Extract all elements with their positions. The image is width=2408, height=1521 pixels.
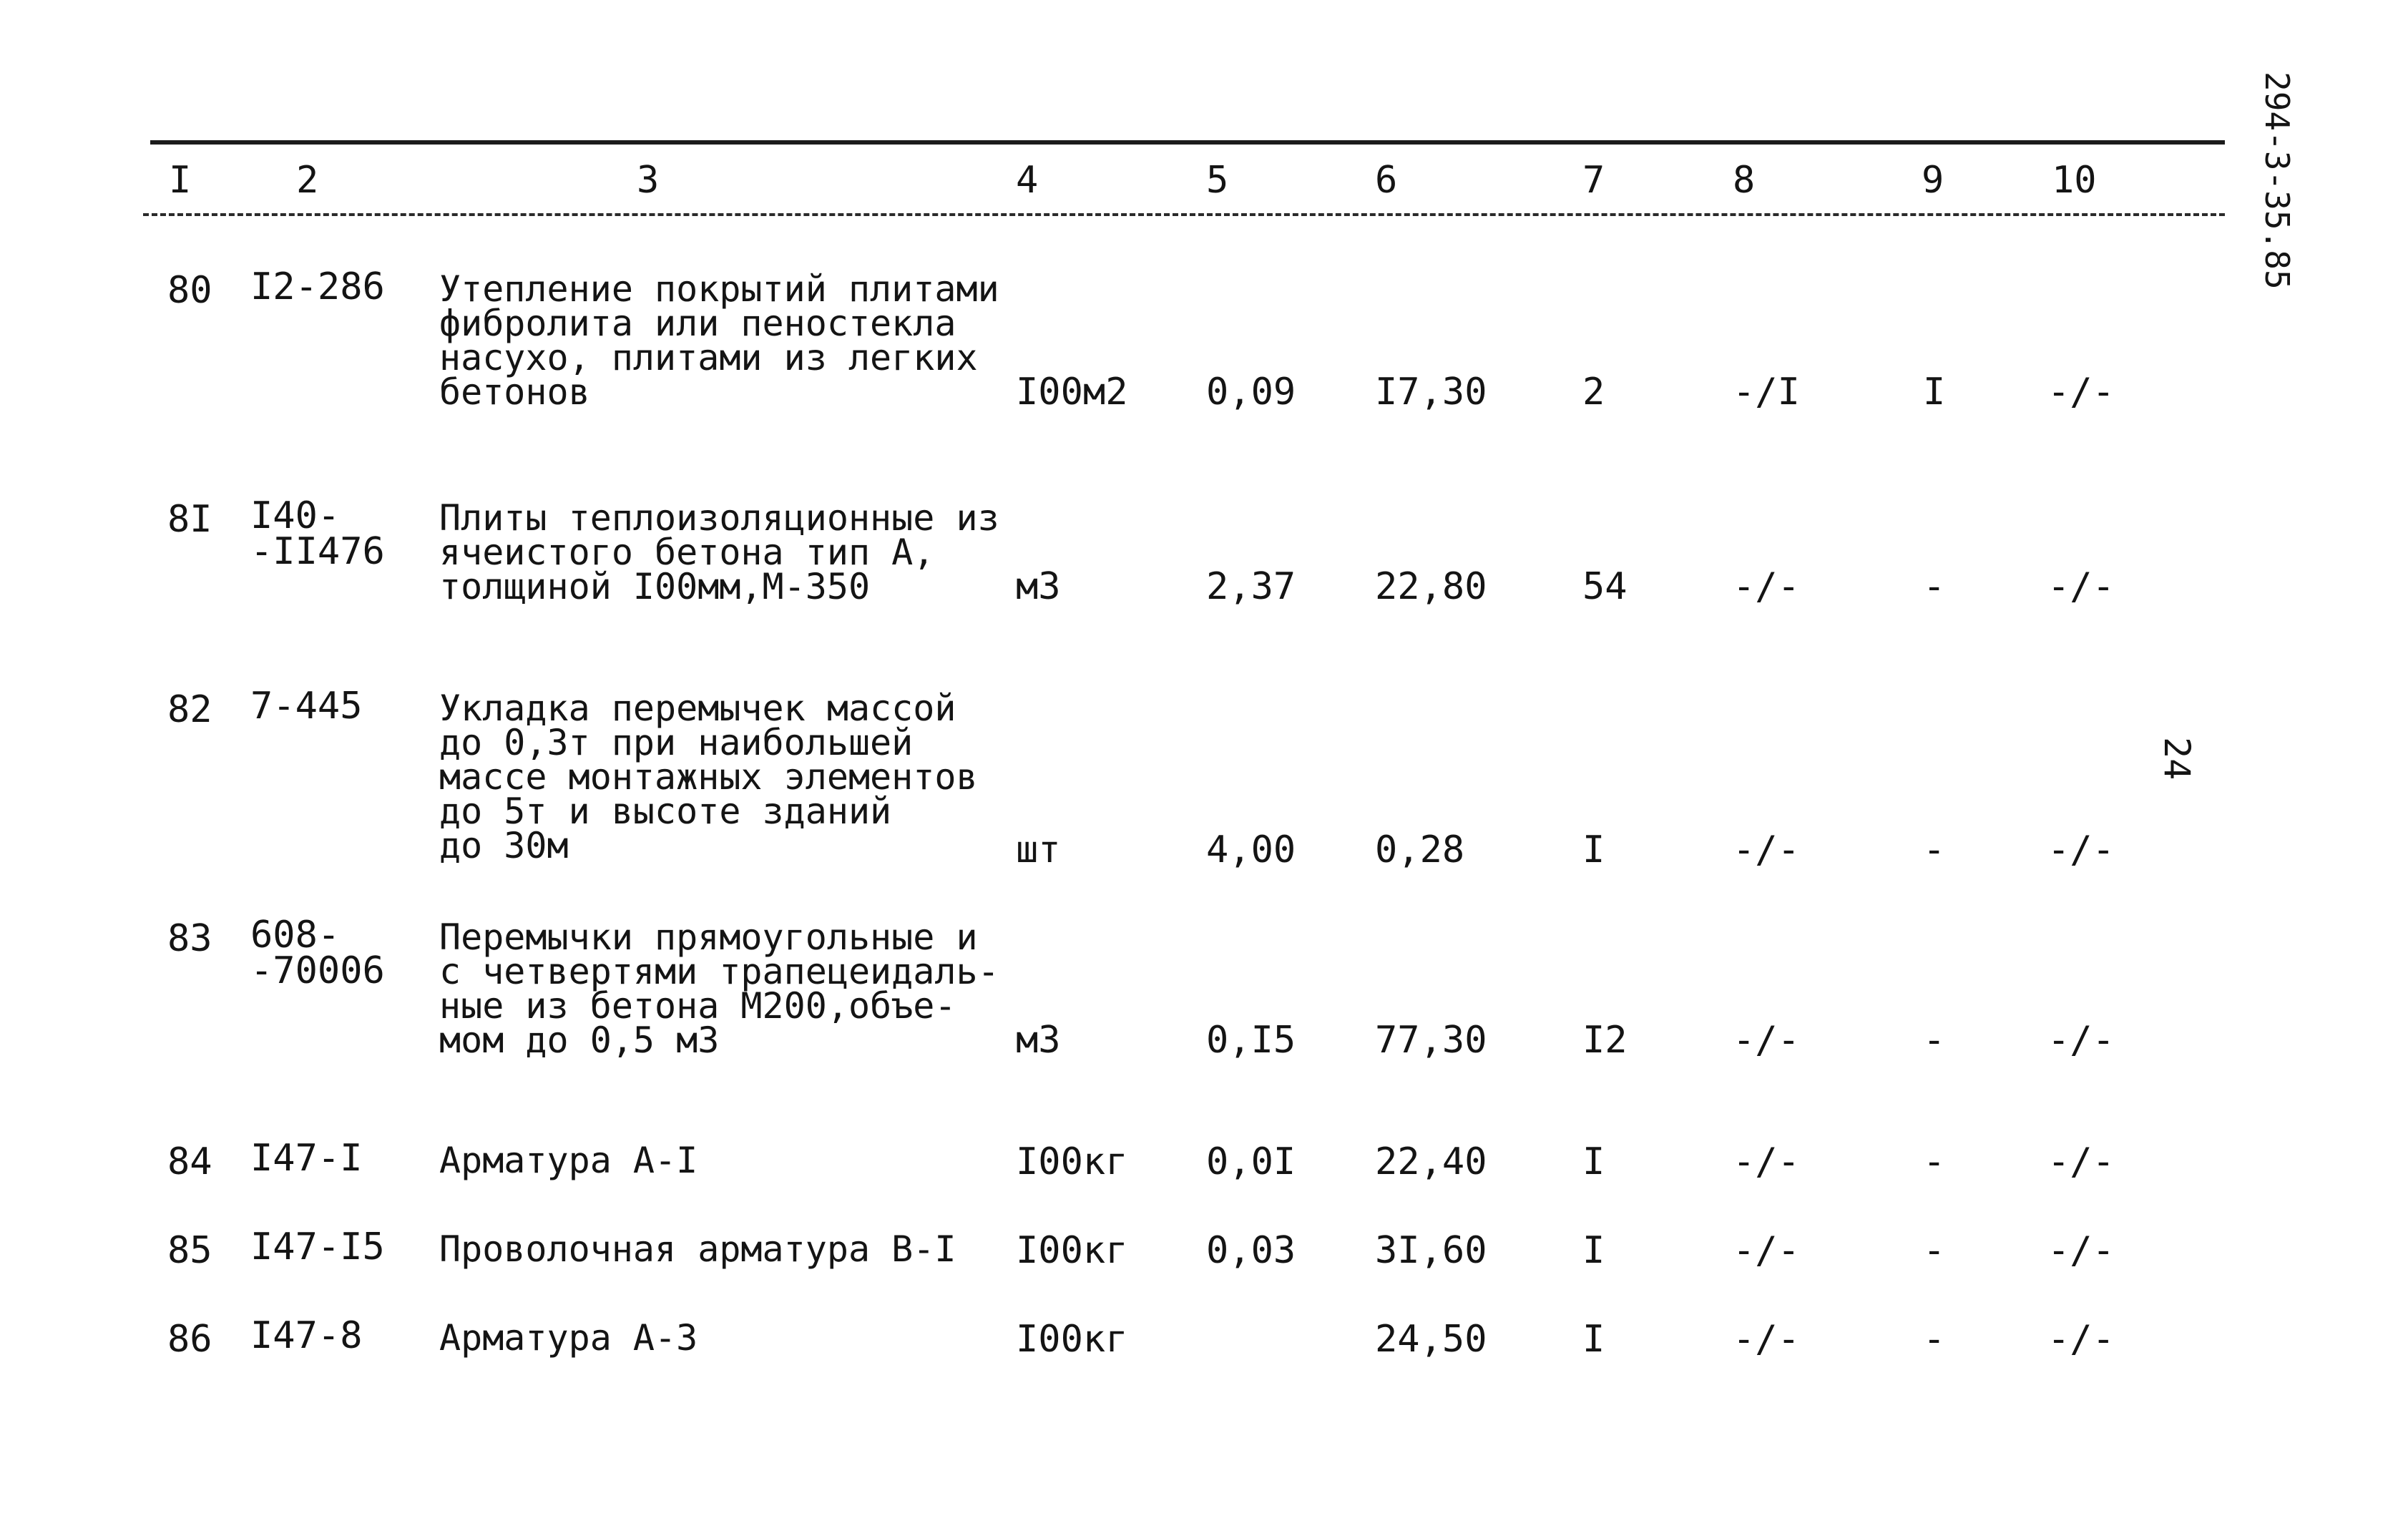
row-description: Арматура А-3 (439, 1317, 698, 1359)
row-unit: I00кг (1016, 1318, 1128, 1361)
row-unit: м3 (1016, 565, 1061, 608)
row-quantity: 2,37 (1206, 565, 1296, 608)
row-unit: I00кг (1016, 1229, 1128, 1272)
row-col-9: - (1923, 1140, 1946, 1183)
row-price: 0,28 (1375, 828, 1465, 871)
header-col-1: I (169, 159, 192, 202)
page-number: 24 (2156, 737, 2198, 781)
row-price: I7,30 (1375, 371, 1487, 414)
table-header-rule (143, 213, 2225, 216)
row-price: 3I,60 (1375, 1229, 1487, 1272)
row-description: Плиты теплоизоляционные из ячеистого бетона тип А, толщиной I00мм,M-350 (439, 497, 999, 607)
row-number: 83 (167, 917, 212, 960)
row-col-8: -/- (1733, 1140, 1800, 1183)
row-col-9: - (1923, 1229, 1946, 1272)
row-unit: I00м2 (1016, 371, 1128, 414)
header-col-6: 6 (1375, 159, 1398, 202)
row-quantity: 0,03 (1206, 1229, 1296, 1272)
row-price: 24,50 (1375, 1318, 1487, 1361)
row-col-10: -/- (2047, 828, 2115, 871)
row-col-8: -/- (1733, 565, 1800, 608)
row-price: 22,80 (1375, 565, 1487, 608)
row-number: 86 (167, 1318, 212, 1361)
row-col-7: I (1582, 1318, 1605, 1361)
row-unit: м3 (1016, 1019, 1061, 1062)
row-code: I47-8 (250, 1314, 363, 1357)
row-price: 77,30 (1375, 1019, 1487, 1062)
row-col-9: - (1923, 828, 1946, 871)
row-quantity: 0,I5 (1206, 1019, 1296, 1062)
row-quantity: 0,09 (1206, 371, 1296, 414)
row-quantity: 0,0I (1206, 1140, 1296, 1183)
row-code: I40- -II476 (250, 494, 385, 573)
header-col-7: 7 (1582, 159, 1605, 202)
row-code: 608- -70006 (250, 914, 385, 992)
row-col-9: I (1923, 371, 1946, 414)
row-col-10: -/- (2047, 1019, 2115, 1062)
row-col-8: -/- (1733, 1318, 1800, 1361)
row-col-7: 54 (1582, 565, 1628, 608)
row-code: I47-I (250, 1137, 363, 1180)
row-code: I2-286 (250, 265, 385, 308)
row-col-8: -/I (1733, 371, 1800, 414)
row-number: 80 (167, 269, 212, 312)
row-col-8: -/- (1733, 1229, 1800, 1272)
row-code: I47-I5 (250, 1226, 385, 1268)
row-col-9: - (1923, 565, 1946, 608)
header-col-3: 3 (637, 159, 660, 202)
row-code: 7-445 (250, 685, 363, 728)
document-code: 294-3-35.85 (2258, 72, 2296, 290)
row-unit: I00кг (1016, 1140, 1128, 1183)
header-col-5: 5 (1206, 159, 1229, 202)
row-col-10: -/- (2047, 1318, 2115, 1361)
row-col-8: -/- (1733, 1019, 1800, 1062)
row-col-7: 2 (1582, 371, 1605, 414)
row-description: Перемычки прямоугольные и с четвертями трапецеидаль- ные из бетона M200,объе- мом до 0,5 м3 (439, 916, 999, 1061)
header-col-8: 8 (1733, 159, 1756, 202)
row-col-7: I (1582, 1140, 1605, 1183)
table-top-rule (150, 140, 2225, 145)
row-col-9: - (1923, 1019, 1946, 1062)
row-number: 85 (167, 1229, 212, 1272)
header-col-4: 4 (1016, 159, 1039, 202)
row-number: 82 (167, 688, 212, 731)
row-col-10: -/- (2047, 1229, 2115, 1272)
row-col-10: -/- (2047, 565, 2115, 608)
row-col-10: -/- (2047, 1140, 2115, 1183)
row-col-9: - (1923, 1318, 1946, 1361)
row-price: 22,40 (1375, 1140, 1487, 1183)
row-description: Арматура А-I (439, 1140, 698, 1181)
row-col-7: I (1582, 828, 1605, 871)
row-col-8: -/- (1733, 828, 1800, 871)
header-col-9: 9 (1922, 159, 1944, 202)
row-quantity: 4,00 (1206, 828, 1296, 871)
row-col-7: I2 (1582, 1019, 1628, 1062)
header-col-2: 2 (296, 159, 319, 202)
row-number: 84 (167, 1140, 212, 1183)
row-description: Утепление покрытий плитами фибролита или пеностекла насухо, плитами из легких бетонов (439, 268, 999, 413)
row-col-10: -/- (2047, 371, 2115, 414)
row-description: Укладка перемычек массой до 0,3т при наибольшей массе монтажных элементов до 5т и высоте зданий до 30м (439, 688, 978, 866)
row-number: 8I (167, 498, 212, 541)
header-col-10: 10 (2052, 159, 2097, 202)
row-unit: шт (1016, 828, 1061, 871)
row-description: Проволочная арматура В-I (439, 1228, 956, 1270)
row-col-7: I (1582, 1229, 1605, 1272)
